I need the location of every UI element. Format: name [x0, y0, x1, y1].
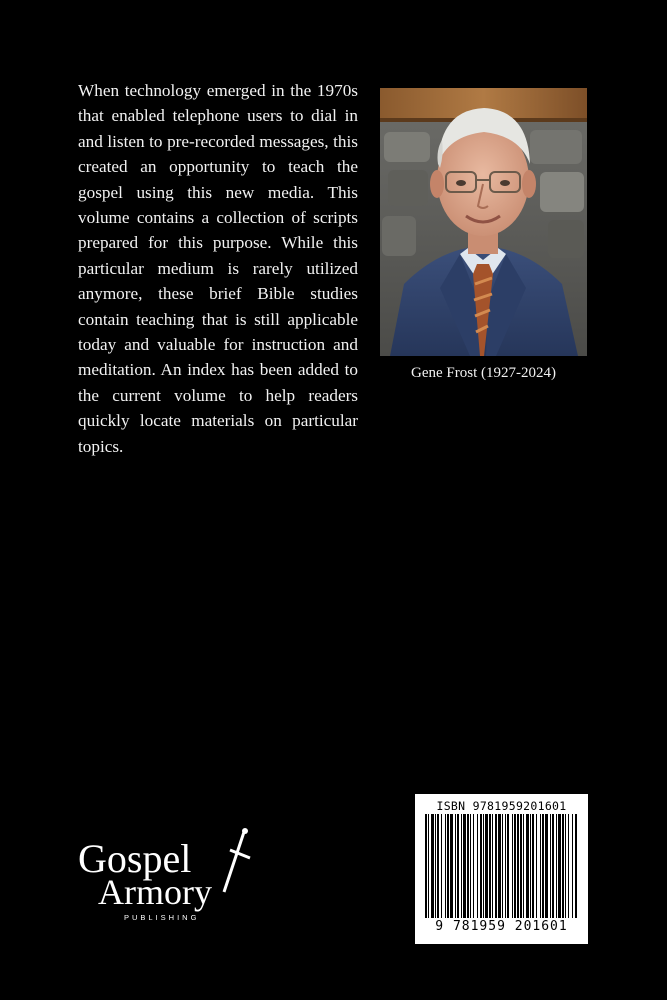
- book-description: When technology emerged in the 1970s that enabled telephone users to dial in and listen to pre-recorded messages, this created an opportunity to teach the gospel using this new media. This volume contains a collection of scripts prepared for this purpose. While this particular medium is rarely utilized anymore, these brief Bible studies contain teaching that is still applicable today and valuable for instruction and meditation. An index has been added to the current volume to help readers quickly locate materials on particular topics.: [78, 81, 358, 456]
- barcode-bar: [512, 814, 513, 918]
- barcode-bar: [545, 814, 548, 918]
- isbn-label: ISBN 9781959201601: [436, 799, 567, 813]
- barcode-bar: [477, 814, 478, 918]
- publisher-tagline: PUBLISHING: [124, 913, 200, 922]
- barcode-bar: [485, 814, 488, 918]
- barcode-bar: [425, 814, 427, 918]
- barcode-bar: [532, 814, 534, 918]
- barcode-bar: [467, 814, 469, 918]
- barcode-bar: [470, 814, 471, 918]
- barcode-bar: [492, 814, 493, 918]
- barcode-bar: [526, 814, 529, 918]
- barcode-bar: [502, 814, 503, 918]
- barcode-digits: 9 781959 201601: [435, 919, 568, 934]
- barcode-bar: [523, 814, 524, 918]
- barcode-bar: [550, 814, 551, 918]
- barcode-bar: [450, 814, 453, 918]
- sword-icon: [224, 828, 250, 892]
- photo-caption: Gene Frost (1927-2024): [411, 365, 556, 381]
- barcode-bar: [530, 814, 531, 918]
- publisher-name-line1: Gospel: [78, 836, 192, 881]
- barcode-bar: [435, 814, 436, 918]
- barcode-bar: [483, 814, 484, 918]
- barcode-bar: [568, 814, 569, 918]
- barcode-bar: [565, 814, 566, 918]
- barcode-bar: [558, 814, 561, 918]
- barcode-bar: [552, 814, 554, 918]
- barcode-bar: [572, 814, 573, 918]
- barcode-bar: [461, 814, 462, 918]
- barcode-bar: [556, 814, 557, 918]
- barcode-bar: [542, 814, 544, 918]
- barcode-bar: [463, 814, 466, 918]
- barcode-bar: [473, 814, 474, 918]
- barcode-bar: [495, 814, 497, 918]
- barcode-bar: [431, 814, 434, 918]
- barcode-bar: [562, 814, 564, 918]
- barcode-bar: [457, 814, 459, 918]
- publisher-name-line2: Armory: [98, 872, 212, 912]
- barcode-bar: [520, 814, 522, 918]
- barcode-bar: [428, 814, 429, 918]
- barcode-bar: [447, 814, 449, 918]
- barcode-bars: [425, 814, 578, 918]
- barcode-bar: [455, 814, 456, 918]
- barcode-bar: [536, 814, 537, 918]
- author-photo: [380, 88, 587, 356]
- barcode-bar: [498, 814, 501, 918]
- publisher-logo: [74, 828, 264, 924]
- barcode-bar: [489, 814, 491, 918]
- barcode-bar: [575, 814, 577, 918]
- barcode-bar: [480, 814, 482, 918]
- barcode-bar: [505, 814, 506, 918]
- barcode-bar: [445, 814, 446, 918]
- barcode-bar: [517, 814, 519, 918]
- barcode: [415, 794, 588, 944]
- barcode-bar: [441, 814, 442, 918]
- barcode-bar: [514, 814, 516, 918]
- barcode-bar: [437, 814, 439, 918]
- barcode-bar: [540, 814, 541, 918]
- barcode-bar: [507, 814, 509, 918]
